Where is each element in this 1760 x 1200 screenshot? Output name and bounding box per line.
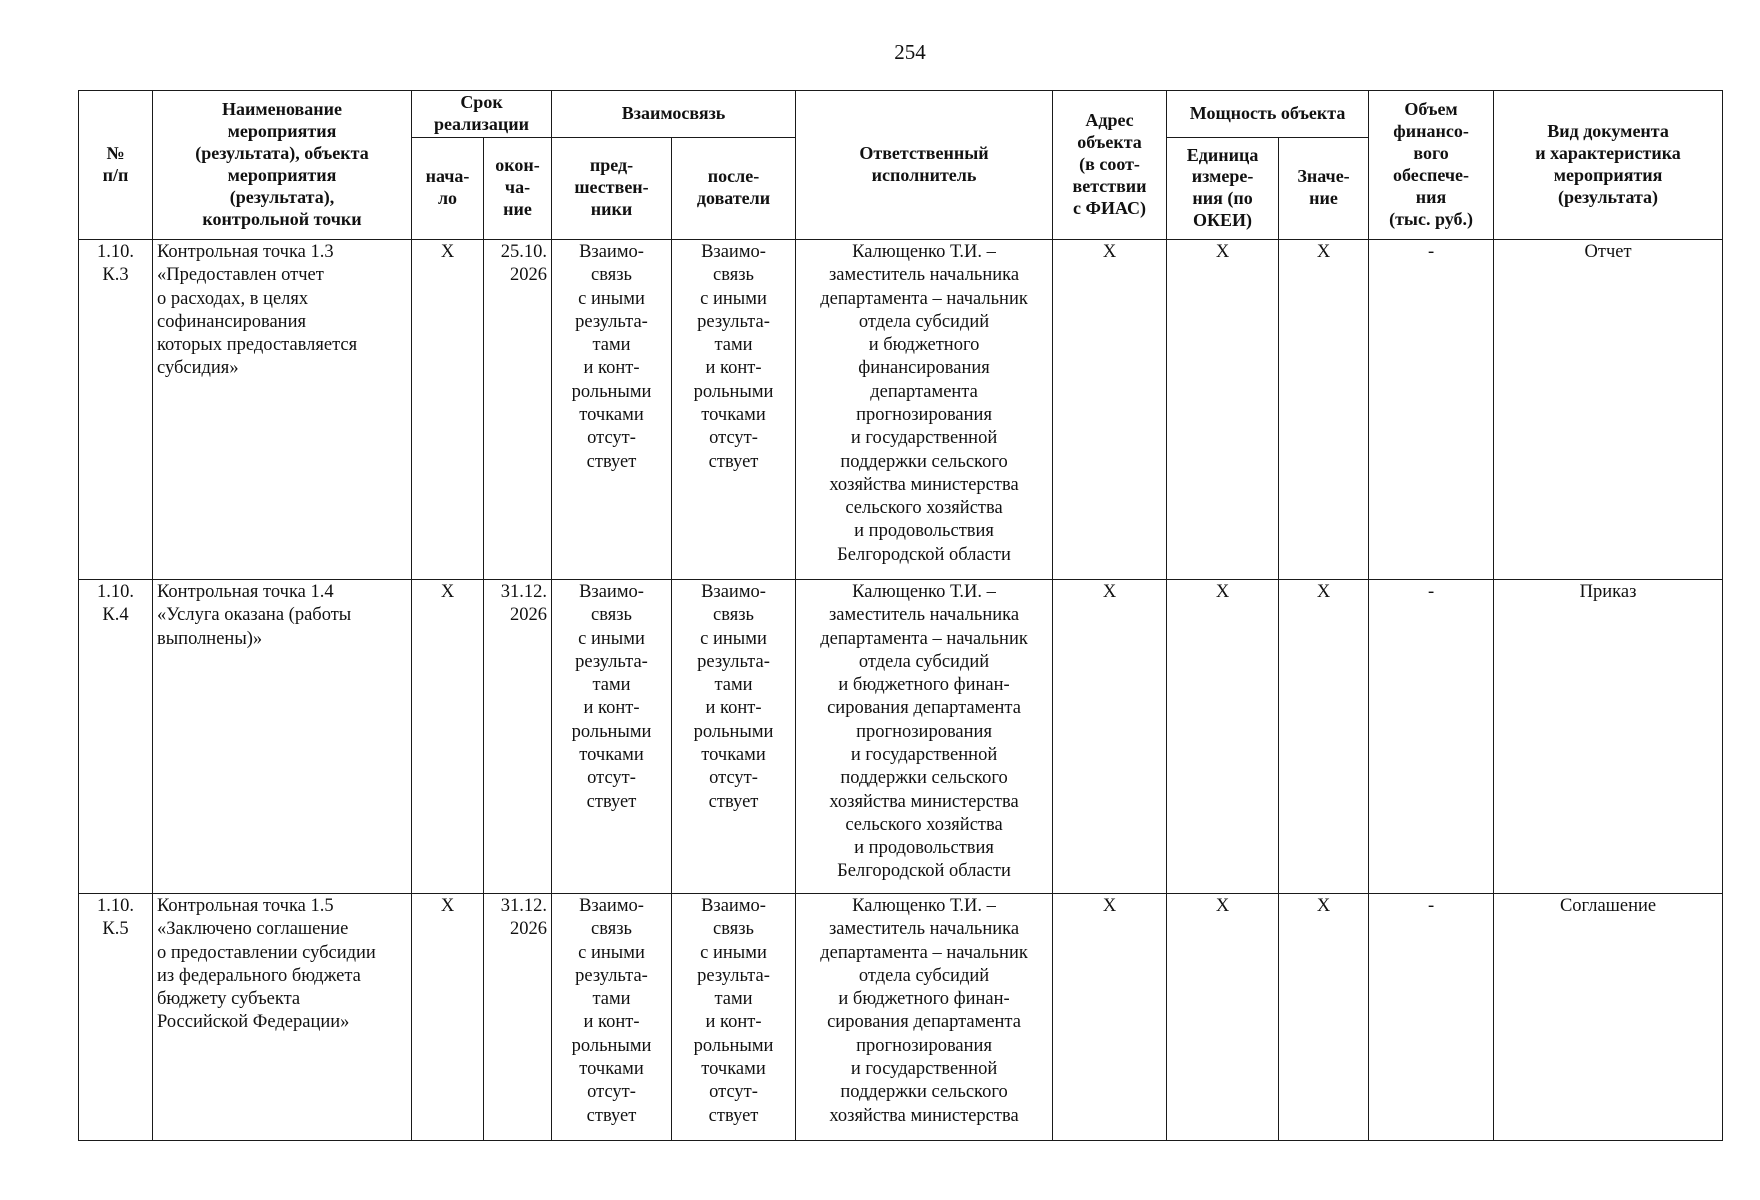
row-unit: Х <box>1167 893 1279 1140</box>
row-num: 1.10. К.3 <box>79 239 153 579</box>
row-doc-type: Отчет <box>1494 239 1723 579</box>
table-header <box>79 91 1723 240</box>
row-end: 31.12. 2026 <box>484 579 552 893</box>
header-name: Наименование мероприятия (результата), объекта мероприятия (результата), контрольной точки <box>153 91 412 240</box>
row-start: Х <box>412 579 484 893</box>
row-num: 1.10. К.4 <box>79 579 153 893</box>
row-name: Контрольная точка 1.3 «Предоставлен отчет о расходах, в целях софинансирования которых предоставляется субсидия» <box>153 239 412 579</box>
row-start: Х <box>412 893 484 1140</box>
row-finance: - <box>1369 893 1494 1140</box>
row-predecessors: Взаимо- связь с иными результа- тами и конт- рольными точками отсут- ствует <box>552 579 672 893</box>
row-executor: Калющенко Т.И. – заместитель начальника департамента – начальник отдела субсидий и бюджетного финан- сирования департамента прогнозирования и государственной поддержки сельского хозяйства министерства <box>796 893 1053 1140</box>
row-finance: - <box>1369 239 1494 579</box>
header-term-start: нача- ло <box>412 137 484 239</box>
row-value: Х <box>1279 579 1369 893</box>
header-num: № п/п <box>79 91 153 240</box>
header-term: Срок реализации <box>412 91 552 138</box>
row-end: 31.12. 2026 <box>484 893 552 1140</box>
row-name: Контрольная точка 1.5 «Заключено соглашение о предоставлении субсидии из федерального бюджета бюджету субъекта Российской Федерации» <box>153 893 412 1140</box>
control-points-table <box>78 90 1723 1141</box>
row-successors: Взаимо- связь с иными результа- тами и конт- рольными точками отсут- ствует <box>672 239 796 579</box>
row-successors: Взаимо- связь с иными результа- тами и конт- рольными точками отсут- ствует <box>672 893 796 1140</box>
row-value: Х <box>1279 893 1369 1140</box>
row-address: Х <box>1053 893 1167 1140</box>
row-end: 25.10. 2026 <box>484 239 552 579</box>
header-value: Значе- ние <box>1279 137 1369 239</box>
row-address: Х <box>1053 579 1167 893</box>
row-predecessors: Взаимо- связь с иными результа- тами и конт- рольными точками отсут- ствует <box>552 239 672 579</box>
table-row <box>79 579 1723 893</box>
header-relation: Взаимосвязь <box>552 91 796 138</box>
row-unit: Х <box>1167 239 1279 579</box>
header-term-end: окон- ча- ние <box>484 137 552 239</box>
table-row <box>79 239 1723 579</box>
row-executor: Калющенко Т.И. – заместитель начальника департамента – начальник отдела субсидий и бюджетного финансирования департамента прогнозирования и государственной поддержки сельского хозяйства министерства сельского хозяйства и продовольствия Белгородской области <box>796 239 1053 579</box>
header-successors: после- дователи <box>672 137 796 239</box>
header-finance: Объем финансо- вого обеспече- ния (тыс. руб.) <box>1369 91 1494 240</box>
row-value: Х <box>1279 239 1369 579</box>
row-address: Х <box>1053 239 1167 579</box>
table-row <box>79 893 1723 1140</box>
row-unit: Х <box>1167 579 1279 893</box>
row-name: Контрольная точка 1.4 «Услуга оказана (работы выполнены)» <box>153 579 412 893</box>
header-address: Адрес объекта (в соот- ветствии с ФИАС) <box>1053 91 1167 240</box>
row-finance: - <box>1369 579 1494 893</box>
header-capacity: Мощность объекта <box>1167 91 1369 138</box>
header-doc-type: Вид документа и характеристика мероприятия (результата) <box>1494 91 1723 240</box>
row-executor: Калющенко Т.И. – заместитель начальника департамента – начальник отдела субсидий и бюджетного финан- сирования департамента прогнозирования и государственной поддержки сельского хозяйства министерства сельского хозяйства и продовольствия Белгородской области <box>796 579 1053 893</box>
row-predecessors: Взаимо- связь с иными результа- тами и конт- рольными точками отсут- ствует <box>552 893 672 1140</box>
row-start: Х <box>412 239 484 579</box>
header-predecessors: пред- шествен- ники <box>552 137 672 239</box>
header-executor: Ответственный исполнитель <box>796 91 1053 240</box>
row-successors: Взаимо- связь с иными результа- тами и конт- рольными точками отсут- ствует <box>672 579 796 893</box>
row-doc-type: Приказ <box>1494 579 1723 893</box>
page-number: 254 <box>894 40 926 64</box>
row-doc-type: Соглашение <box>1494 893 1723 1140</box>
row-num: 1.10. К.5 <box>79 893 153 1140</box>
header-unit: Единица измере- ния (по ОКЕИ) <box>1167 137 1279 239</box>
